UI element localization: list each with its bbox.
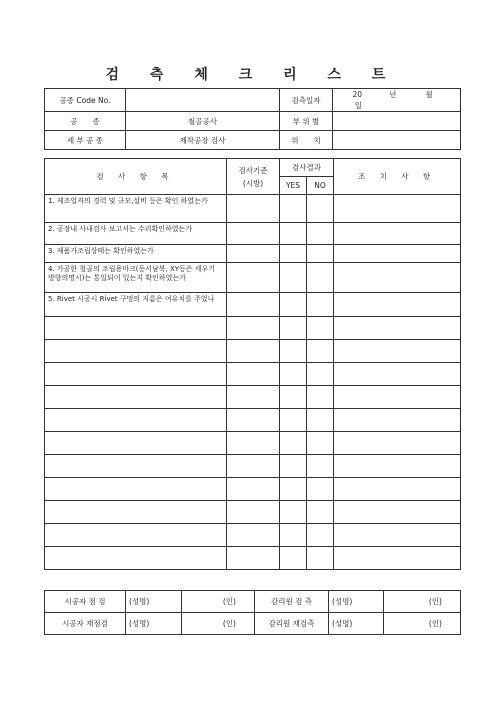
yes-cell[interactable] bbox=[280, 547, 307, 570]
item-cell bbox=[45, 409, 227, 432]
action-cell[interactable] bbox=[334, 501, 461, 524]
standard-cell[interactable] bbox=[227, 245, 280, 263]
no-cell[interactable] bbox=[307, 432, 334, 455]
year-unit: 년 bbox=[389, 90, 397, 99]
yes-cell[interactable] bbox=[280, 432, 307, 455]
checklist-row bbox=[45, 386, 461, 409]
yes-cell[interactable] bbox=[280, 293, 307, 317]
no-cell[interactable] bbox=[307, 547, 334, 570]
detail-work-value[interactable]: 제작공장 검사 bbox=[126, 131, 280, 150]
month-unit: 월 bbox=[425, 90, 433, 99]
item-cell bbox=[45, 524, 227, 547]
checklist-row bbox=[45, 293, 461, 317]
item-cell bbox=[45, 547, 227, 570]
supervisor-recheck-seal[interactable]: (인) bbox=[384, 613, 461, 635]
action-cell[interactable] bbox=[334, 432, 461, 455]
checklist-row bbox=[45, 547, 461, 570]
work-type-label: 공 종 bbox=[45, 112, 126, 131]
action-cell[interactable] bbox=[334, 455, 461, 478]
checklist-row bbox=[45, 245, 461, 263]
col-item-header: 검 사 항 목 bbox=[45, 159, 227, 195]
no-cell[interactable] bbox=[307, 501, 334, 524]
location-field[interactable] bbox=[333, 131, 461, 150]
item-cell: 3. 제품가조립상태는 확인하였는가 bbox=[45, 245, 227, 263]
part-field[interactable] bbox=[333, 112, 461, 131]
action-cell[interactable] bbox=[334, 363, 461, 386]
contractor-check-name[interactable]: (성명) bbox=[126, 591, 182, 613]
yes-cell[interactable] bbox=[280, 245, 307, 263]
supervisor-check-name[interactable]: (성명) bbox=[329, 591, 384, 613]
item-cell: 2. 공장내 사내검사 보고서는 수리확인하였는가 bbox=[45, 223, 227, 245]
supervisor-recheck-label: 감리원 재검측 bbox=[255, 613, 329, 635]
no-cell[interactable] bbox=[307, 195, 334, 223]
code-field[interactable] bbox=[126, 89, 280, 112]
supervisor-check-label: 감리원 검 측 bbox=[255, 591, 329, 613]
yes-cell[interactable] bbox=[280, 524, 307, 547]
day-unit: 일 bbox=[354, 101, 362, 110]
checklist-row bbox=[45, 524, 461, 547]
action-cell[interactable] bbox=[334, 340, 461, 363]
standard-cell[interactable] bbox=[227, 501, 280, 524]
action-cell[interactable] bbox=[334, 245, 461, 263]
standard-cell[interactable] bbox=[227, 524, 280, 547]
contractor-recheck-label: 시공자 재점검 bbox=[45, 613, 126, 635]
action-cell[interactable] bbox=[334, 293, 461, 317]
yes-cell[interactable] bbox=[280, 478, 307, 501]
part-label: 부 위 별 bbox=[280, 112, 333, 131]
code-label: 공종 Code No. bbox=[45, 89, 126, 112]
contractor-check-seal[interactable]: (인) bbox=[182, 591, 255, 613]
standard-cell[interactable] bbox=[227, 547, 280, 570]
item-cell bbox=[45, 340, 227, 363]
checklist-row bbox=[45, 409, 461, 432]
item-cell bbox=[45, 501, 227, 524]
item-cell bbox=[45, 363, 227, 386]
item-cell bbox=[45, 455, 227, 478]
no-cell[interactable] bbox=[307, 455, 334, 478]
date-label: 검측일자 bbox=[280, 89, 333, 112]
checklist-row bbox=[45, 195, 461, 223]
checklist-row bbox=[45, 263, 461, 293]
contractor-recheck-name[interactable]: (성명) bbox=[126, 613, 182, 635]
standard-cell[interactable] bbox=[227, 223, 280, 245]
item-cell: 4. 가공한 철골의 조립용마크(동서남북, XY등은 세우기 방향의명시)는 통일되어 있는지 확인하였는가 bbox=[45, 263, 227, 293]
inspection-table bbox=[44, 158, 461, 570]
checklist-row bbox=[45, 432, 461, 455]
standard-cell[interactable] bbox=[227, 195, 280, 223]
no-cell[interactable] bbox=[307, 263, 334, 293]
supervisor-check-seal[interactable]: (인) bbox=[384, 591, 461, 613]
item-cell: 5. Rivet 시공시 Rivet 구멍의 지름은 여유치를 주었나 bbox=[45, 293, 227, 317]
checklist-row bbox=[45, 478, 461, 501]
item-cell bbox=[45, 432, 227, 455]
col-standard-header: 검사기준 (시방) bbox=[227, 159, 280, 195]
action-cell[interactable] bbox=[334, 478, 461, 501]
yes-cell[interactable] bbox=[280, 263, 307, 293]
yes-cell[interactable] bbox=[280, 455, 307, 478]
checklist-row bbox=[45, 363, 461, 386]
checklist-row bbox=[45, 455, 461, 478]
no-cell[interactable] bbox=[307, 386, 334, 409]
standard-cell[interactable] bbox=[227, 432, 280, 455]
item-cell bbox=[45, 478, 227, 501]
standard-cell[interactable] bbox=[227, 386, 280, 409]
date-field[interactable] bbox=[333, 89, 461, 112]
checklist-row bbox=[45, 223, 461, 245]
standard-cell[interactable] bbox=[227, 340, 280, 363]
yes-cell[interactable] bbox=[280, 363, 307, 386]
header-info-table bbox=[44, 88, 461, 150]
yes-cell[interactable] bbox=[280, 386, 307, 409]
col-yes-header: YES bbox=[280, 177, 307, 195]
action-cell[interactable] bbox=[334, 547, 461, 570]
detail-work-label: 세 부 공 종 bbox=[45, 131, 126, 150]
yes-cell[interactable] bbox=[280, 317, 307, 340]
checklist-row bbox=[45, 501, 461, 524]
page-title: 검 측 체 크 리 스 트 bbox=[105, 67, 399, 83]
action-cell[interactable] bbox=[334, 195, 461, 223]
yes-cell[interactable] bbox=[280, 340, 307, 363]
checklist-row bbox=[45, 340, 461, 363]
action-cell[interactable] bbox=[334, 263, 461, 293]
supervisor-recheck-name[interactable]: (성명) bbox=[329, 613, 384, 635]
no-cell[interactable] bbox=[307, 340, 334, 363]
action-cell[interactable] bbox=[334, 524, 461, 547]
standard-cell[interactable] bbox=[227, 409, 280, 432]
action-cell[interactable] bbox=[334, 409, 461, 432]
no-cell[interactable] bbox=[307, 245, 334, 263]
location-label: 위 치 bbox=[280, 131, 333, 150]
col-result-header: 검사결과 bbox=[280, 159, 334, 177]
contractor-check-label: 시공자 점 검 bbox=[45, 591, 126, 613]
standard-cell[interactable] bbox=[227, 478, 280, 501]
standard-cell[interactable] bbox=[227, 317, 280, 340]
action-cell[interactable] bbox=[334, 317, 461, 340]
item-cell: 1. 제조업자의 경력 및 규모,설비 등은 확인 하였는가 bbox=[45, 195, 227, 223]
standard-cell[interactable] bbox=[227, 263, 280, 293]
yes-cell[interactable] bbox=[280, 501, 307, 524]
no-cell[interactable] bbox=[307, 524, 334, 547]
col-no-header: NO bbox=[307, 177, 334, 195]
standard-cell[interactable] bbox=[227, 363, 280, 386]
no-cell[interactable] bbox=[307, 317, 334, 340]
no-cell[interactable] bbox=[307, 363, 334, 386]
no-cell[interactable] bbox=[307, 478, 334, 501]
item-cell bbox=[45, 386, 227, 409]
inspection-rows bbox=[45, 195, 461, 570]
contractor-recheck-seal[interactable]: (인) bbox=[182, 613, 255, 635]
yes-cell[interactable] bbox=[280, 195, 307, 223]
no-cell[interactable] bbox=[307, 223, 334, 245]
signature-table bbox=[44, 590, 461, 635]
work-type-value[interactable]: 철골공사 bbox=[126, 112, 280, 131]
standard-cell[interactable] bbox=[227, 293, 280, 317]
item-cell bbox=[45, 317, 227, 340]
date-year: 20 bbox=[352, 90, 362, 99]
action-cell[interactable] bbox=[334, 223, 461, 245]
action-cell[interactable] bbox=[334, 386, 461, 409]
yes-cell[interactable] bbox=[280, 223, 307, 245]
yes-cell[interactable] bbox=[280, 409, 307, 432]
col-action-header: 조 치 사 항 bbox=[334, 159, 461, 195]
standard-cell[interactable] bbox=[227, 455, 280, 478]
no-cell[interactable] bbox=[307, 293, 334, 317]
no-cell[interactable] bbox=[307, 409, 334, 432]
checklist-row bbox=[45, 317, 461, 340]
